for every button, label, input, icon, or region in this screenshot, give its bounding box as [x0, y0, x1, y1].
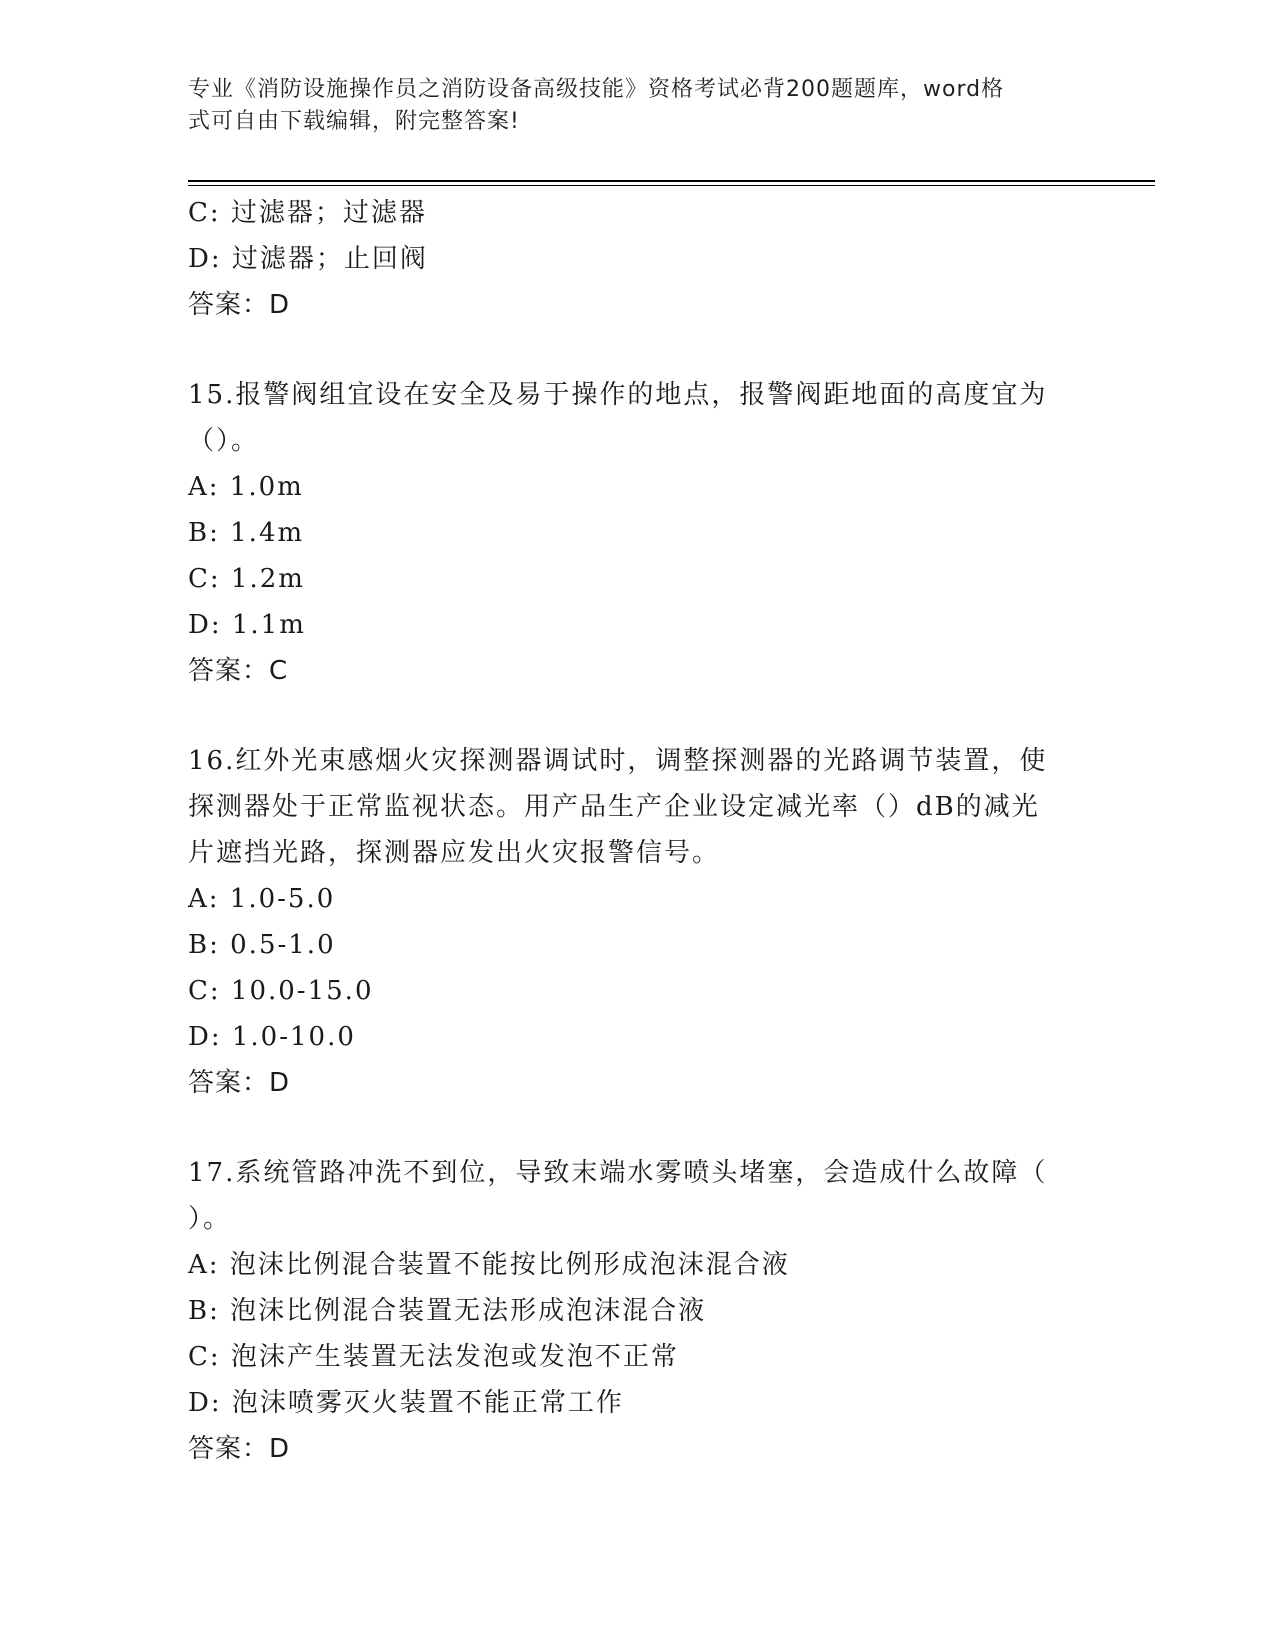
- option-d: D: 1.1m: [188, 610, 306, 640]
- option-a: A: 1.0m: [188, 472, 304, 502]
- option-c: C: 泡沫产生装置无法发泡或发泡不正常: [188, 1342, 679, 1372]
- question-text-line: （）。: [188, 426, 260, 456]
- option-b: B: 1.4m: [188, 518, 305, 548]
- prev-question: [188, 190, 1088, 328]
- option-c: C: 10.0-15.0: [188, 976, 374, 1006]
- spacer: [188, 1106, 1088, 1150]
- document-header: [188, 74, 1068, 138]
- question-text-line: 15.报警阀组宜设在安全及易于操作的地点，报警阀距地面的高度宜为: [188, 380, 1048, 410]
- header-divider-thick: [188, 180, 1155, 182]
- answer-line: 答案：D: [188, 290, 291, 320]
- question-15: [188, 372, 1088, 694]
- answer-line: 答案：C: [188, 656, 289, 686]
- option-c: C: 过滤器；过滤器: [188, 198, 427, 228]
- spacer: [188, 328, 1088, 372]
- question-text-line: 17.系统管路冲洗不到位，导致末端水雾喷头堵塞，会造成什么故障（: [188, 1158, 1048, 1188]
- option-c: C: 1.2m: [188, 564, 305, 594]
- question-text-line: 探测器处于正常监视状态。用产品生产企业设定减光率（）dB的减光: [188, 792, 1040, 822]
- option-d: D: 1.0-10.0: [188, 1022, 356, 1052]
- question-content: [188, 190, 1088, 1472]
- answer-line: 答案：D: [188, 1068, 291, 1098]
- question-16: [188, 738, 1088, 1106]
- option-a: A: 1.0-5.0: [188, 884, 336, 914]
- header-line-1: 专业《消防设施操作员之消防设备高级技能》资格考试必背200题题库，word格: [188, 77, 1005, 102]
- question-text-line: ）。: [188, 1204, 232, 1234]
- header-divider-thin: [188, 185, 1155, 186]
- option-a: A: 泡沫比例混合装置不能按比例形成泡沫混合液: [188, 1250, 790, 1280]
- option-b: B: 0.5-1.0: [188, 930, 336, 960]
- question-text-line: 16.红外光束感烟火灾探测器调试时，调整探测器的光路调节装置，使: [188, 746, 1048, 776]
- option-d: D: 过滤器；止回阀: [188, 244, 428, 274]
- option-d: D: 泡沫喷雾灭火装置不能正常工作: [188, 1388, 624, 1418]
- question-17: [188, 1150, 1088, 1472]
- spacer: [188, 694, 1088, 738]
- header-line-2: 式可自由下载编辑，附完整答案!: [188, 109, 520, 134]
- option-b: B: 泡沫比例混合装置无法形成泡沫混合液: [188, 1296, 707, 1326]
- question-text-line: 片遮挡光路，探测器应发出火灾报警信号。: [188, 838, 721, 868]
- answer-line: 答案：D: [188, 1434, 291, 1464]
